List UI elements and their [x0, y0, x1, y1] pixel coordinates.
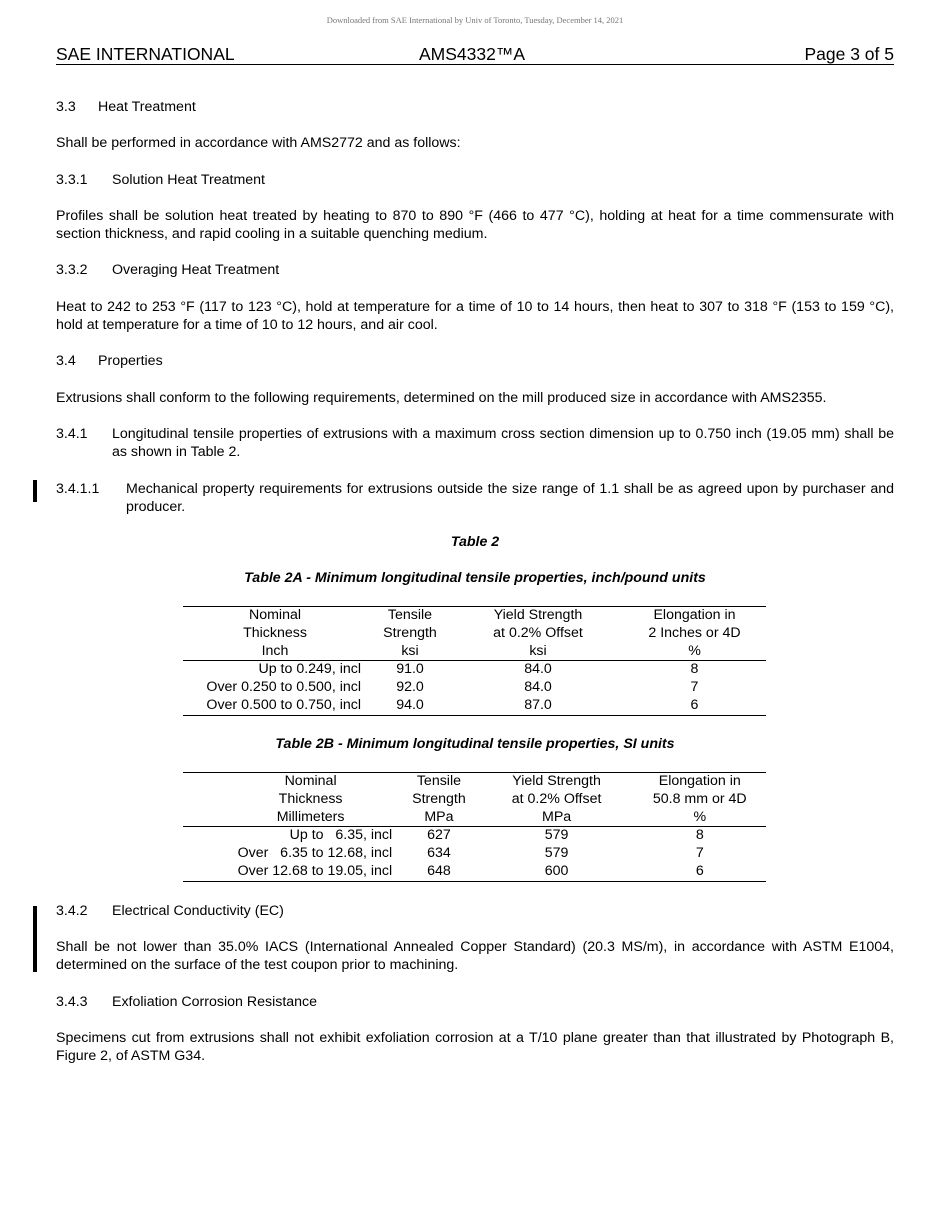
cell-tensile: 648 — [427, 862, 451, 879]
section-3-4-3-heading — [56, 993, 894, 1011]
table-row — [183, 661, 766, 679]
cell-tensile: 91.0 — [396, 661, 424, 678]
section-3-4-2-heading — [56, 902, 894, 920]
section-title: Properties — [98, 353, 163, 369]
section-3-4-3-text: Specimens cut from extrusions shall not exhibit exfoliation corrosion at a T/10 plane greater than that illustrated by Photograph B, Figure 2, of ASTM G34. — [56, 1030, 894, 1064]
cell-elongation: 6 — [690, 696, 699, 713]
table-2a — [183, 606, 766, 716]
cell-yield: 84.0 — [524, 679, 552, 696]
section-3-3-1-text: Profiles shall be solution heat treated by heating to 870 to 890 °F (466 to 477 °C), holding at heat for a time commensurate with section thickness, and rapid cooling in a suitable quenching medium. — [56, 208, 894, 242]
col-header-thickness: Nominal Thickness Millimeters — [276, 773, 345, 825]
cell-tensile: 634 — [427, 845, 451, 862]
cell-tensile: 627 — [427, 827, 451, 844]
table-header-row — [183, 773, 766, 827]
cell-yield: 579 — [544, 827, 569, 844]
table-header-row — [183, 607, 766, 661]
cell-elongation: 6 — [695, 862, 704, 879]
section-number: 3.3.1 — [56, 172, 88, 188]
section-3-4-1-1-text: Mechanical property requirements for extrusions outside the size range of 1.1 shall be as agreed upon by purchaser and producer. — [126, 481, 894, 515]
section-3-4-2-text: Shall be not lower than 35.0% IACS (International Annealed Copper Standard) (20.3 MS/m), in accordance with ASTM E1004, determined on the surface of the test coupon prior to machining. — [56, 939, 894, 973]
cell-tensile: 92.0 — [396, 679, 424, 696]
col-header-yield: Yield Strength at 0.2% Offset ksi — [493, 607, 583, 659]
col-header-thickness: Nominal Thickness Inch — [243, 607, 307, 659]
section-title: Solution Heat Treatment — [112, 172, 265, 188]
table-row — [183, 827, 766, 845]
section-title: Overaging Heat Treatment — [112, 262, 280, 278]
section-number: 3.3 — [56, 99, 76, 115]
cell-elongation: 8 — [690, 661, 699, 678]
revision-change-bar — [33, 480, 37, 502]
header-doc-id: AMS4332™A — [419, 44, 526, 64]
col-header-yield: Yield Strength at 0.2% Offset MPa — [511, 773, 602, 825]
col-header-tensile: Tensile Strength ksi — [383, 607, 437, 659]
header-org: SAE INTERNATIONAL — [56, 44, 235, 64]
download-watermark: Downloaded from SAE International by Univ of Toronto, Tuesday, December 14, 2021 — [326, 15, 624, 25]
cell-elongation: 7 — [695, 845, 704, 862]
cell-yield: 600 — [544, 862, 569, 879]
section-title: Exfoliation Corrosion Resistance — [112, 994, 318, 1010]
section-3-4-text: Extrusions shall conform to the following requirements, determined on the mill produced size in accordance with AMS2355. — [56, 390, 827, 406]
section-3-3-2-heading — [56, 261, 894, 279]
section-3-3-text: Shall be performed in accordance with AMS2772 and as follows: — [56, 135, 461, 151]
section-number: 3.4.3 — [56, 994, 88, 1010]
header-page-number: Page 3 of 5 — [804, 44, 894, 64]
cell-yield: 84.0 — [524, 661, 552, 678]
revision-change-bar — [33, 906, 37, 972]
col-header-elongation: Elongation in 50.8 mm or 4D % — [652, 773, 747, 825]
table-row — [183, 863, 766, 881]
section-3-4-1-text: Longitudinal tensile properties of extrusions with a maximum cross section dimension up to 0.750 inch (19.05 mm) shall be as shown in Table 2. — [112, 426, 894, 460]
table-2a-caption: Table 2A - Minimum longitudinal tensile properties, inch/pound units — [244, 570, 706, 586]
cell-elongation: 7 — [690, 679, 699, 696]
col-header-tensile: Tensile Strength MPa — [412, 773, 466, 825]
section-3-3-heading — [56, 98, 894, 116]
cell-thickness: Up to 0.249, incl — [258, 661, 361, 678]
cell-thickness: Over 12.68 to 19.05, incl — [237, 862, 393, 879]
section-3-4-1 — [56, 425, 894, 461]
section-number: 3.4.1 — [56, 426, 88, 442]
cell-thickness: Over 6.35 to 12.68, incl — [237, 845, 393, 862]
section-3-3-1-heading — [56, 171, 894, 189]
page-header — [56, 44, 894, 65]
table-row — [183, 679, 766, 697]
section-number: 3.4.1.1 — [56, 481, 100, 497]
section-3-4-1-1 — [56, 480, 894, 516]
cell-yield: 579 — [544, 845, 569, 862]
cell-tensile: 94.0 — [396, 696, 424, 713]
section-title: Heat Treatment — [98, 99, 196, 115]
section-number: 3.4.2 — [56, 903, 88, 919]
table-2b-caption: Table 2B - Minimum longitudinal tensile properties, SI units — [275, 736, 675, 752]
col-header-elongation: Elongation in 2 Inches or 4D % — [648, 607, 741, 659]
cell-thickness: Over 0.250 to 0.500, incl — [206, 679, 361, 696]
section-3-4-heading — [56, 352, 894, 370]
table-row — [183, 845, 766, 863]
section-number: 3.3.2 — [56, 262, 88, 278]
section-title: Electrical Conductivity (EC) — [112, 903, 284, 919]
section-3-3-2-text: Heat to 242 to 253 °F (117 to 123 °C), hold at temperature for a time of 10 to 14 hours, then heat to 307 to 318 °F (153 to 159 °C), hold at temperature for a time of 10 to 12 hours, and air cool. — [56, 299, 894, 333]
table-2-title: Table 2 — [450, 534, 500, 550]
section-number: 3.4 — [56, 353, 76, 369]
cell-yield: 87.0 — [524, 696, 552, 713]
cell-thickness: Up to 6.35, incl — [289, 827, 393, 844]
table-2b — [183, 772, 766, 882]
cell-thickness: Over 0.500 to 0.750, incl — [206, 696, 361, 713]
table-row — [183, 697, 766, 715]
cell-elongation: 8 — [695, 827, 704, 844]
